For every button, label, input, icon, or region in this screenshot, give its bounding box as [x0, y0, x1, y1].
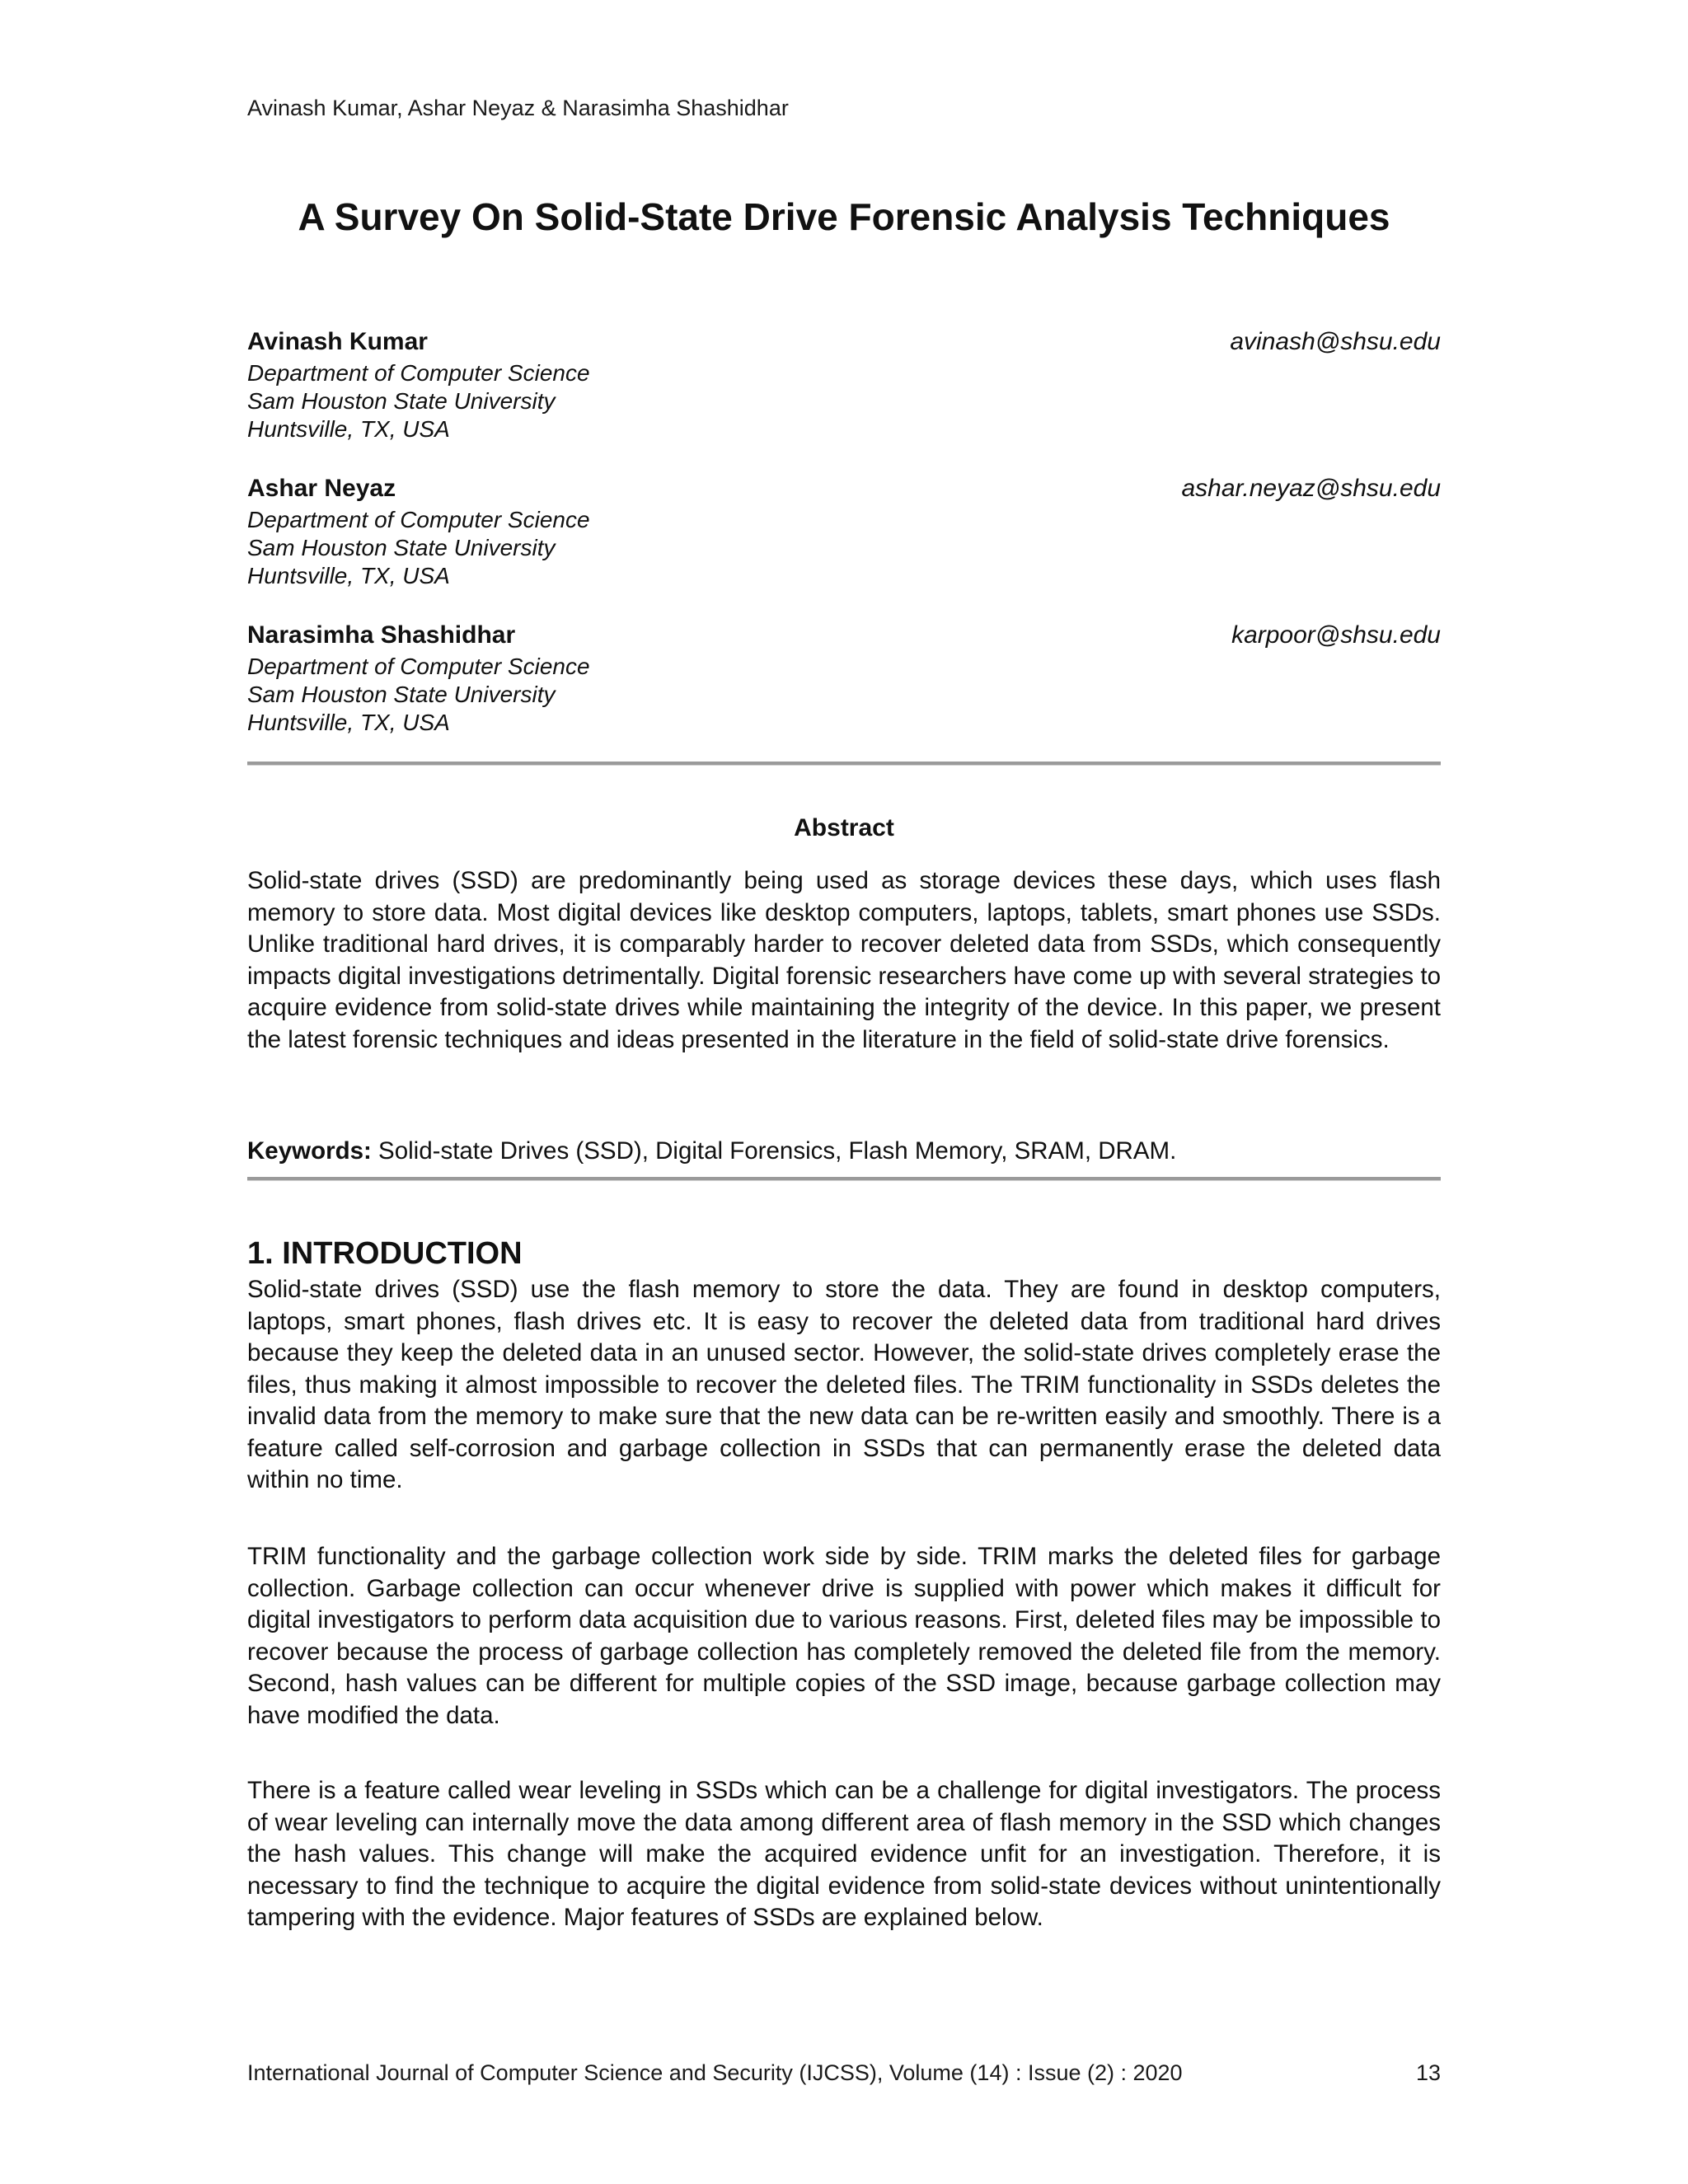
- author-name: Ashar Neyaz: [247, 475, 396, 502]
- author-university: Sam Houston State University: [247, 682, 556, 707]
- page-number: 13: [1415, 2060, 1441, 2085]
- running-head: Avinash Kumar, Ashar Neyaz & Narasimha Shashidhar: [247, 96, 789, 120]
- paper-title: A Survey On Solid-State Drive Forensic Analysis Techniques: [298, 195, 1390, 238]
- author-name: Narasimha Shashidhar: [247, 621, 516, 649]
- page-footer: [247, 2060, 1441, 2086]
- author-location: Huntsville, TX, USA: [247, 710, 450, 735]
- divider: [247, 1177, 1441, 1181]
- keywords-label: Keywords:: [247, 1137, 372, 1165]
- author-department: Department of Computer Science: [247, 507, 590, 532]
- section-heading: 1. INTRODUCTION: [247, 1236, 523, 1271]
- abstract-heading: Abstract: [794, 814, 894, 841]
- intro-paragraph: There is a feature called wear leveling in SSDs which can be a challenge for digital investigators. The process of wear leveling can internally move the data among different area of flash memory in the SSD which changes the hash values. This change will make the acquired evidence unfit for an investigation. Therefore, it is necessary to find the technique to acquire the digital evidence from solid-state devices without unintentionally tampering with the evidence. Major features of SSDs are explained below.: [247, 1777, 1441, 1931]
- author-department: Department of Computer Science: [247, 654, 590, 679]
- intro-paragraph: Solid-state drives (SSD) use the flash memory to store the data. They are found in desktop computers, laptops, smart phones, flash drives etc. It is easy to recover the deleted data from traditional hard drives because they keep the deleted data in an unused sector. However, the solid-state drives completely erase the files, thus making it almost impossible to recover the deleted files. The TRIM functionality in SSDs deletes the invalid data from the memory to make sure that the new data can be re-written easily and smoothly. There is a feature called self-corrosion and garbage collection in SSDs that can permanently erase the deleted data within no time.: [247, 1276, 1441, 1493]
- abstract-text: Solid-state drives (SSD) are predominantly being used as storage devices these days, which uses flash memory to store data. Most digital devices like desktop computers, laptops, tablets, smart phones use SSDs. Unlike traditional hard drives, it is comparably harder to recover deleted data from SSDs, which consequently impacts digital investigations detrimentally. Digital forensic researchers have come up with several strategies to acquire evidence from solid-state drives while maintaining the integrity of the device. In this paper, we present the latest forensic techniques and ideas presented in the literature in the field of solid-state drive forensics.: [247, 867, 1441, 1053]
- intro-paragraph: TRIM functionality and the garbage collection work side by side. TRIM marks the deleted files for garbage collection. Garbage collection can occur whenever drive is supplied with power which makes it difficult for digital investigators to perform data acquisition due to various reasons. First, deleted files may be impossible to recover because the process of garbage collection has completely removed the deleted file from the memory. Second, hash values can be different for multiple copies of the SSD image, because garbage collection may have modified the data.: [247, 1543, 1441, 1729]
- journal-citation: International Journal of Computer Science and Security (IJCSS), Volume (14) : Issue (2) : 2020: [247, 2060, 1183, 2085]
- author-department: Department of Computer Science: [247, 360, 590, 386]
- author-email[interactable]: avinash@shsu.edu: [1230, 328, 1441, 355]
- keywords-text: Solid-state Drives (SSD), Digital Forensics, Flash Memory, SRAM, DRAM.: [378, 1137, 1177, 1165]
- author-email[interactable]: karpoor@shsu.edu: [1231, 621, 1441, 649]
- author-block: [247, 475, 1441, 590]
- divider: [247, 762, 1441, 766]
- author-location: Huntsville, TX, USA: [247, 416, 450, 442]
- author-university: Sam Houston State University: [247, 388, 556, 414]
- author-block: [247, 621, 1441, 737]
- keywords: [247, 1137, 1441, 1165]
- author-name: Avinash Kumar: [247, 328, 428, 355]
- author-block: [247, 328, 1441, 443]
- author-university: Sam Houston State University: [247, 535, 556, 560]
- author-location: Huntsville, TX, USA: [247, 563, 450, 588]
- author-email[interactable]: ashar.neyaz@shsu.edu: [1181, 475, 1441, 502]
